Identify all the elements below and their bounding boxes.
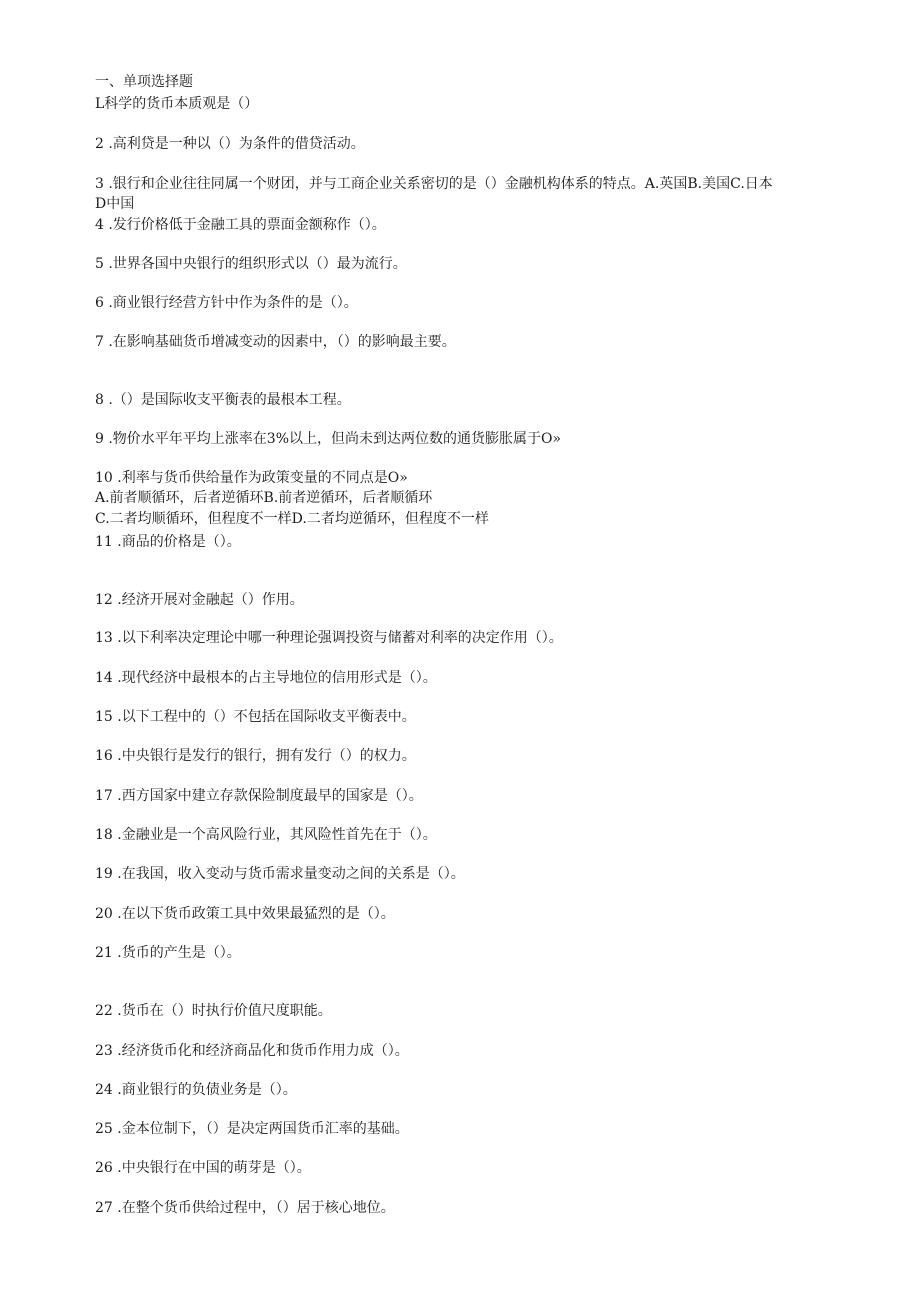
question-19: 19 .在我国，收入变动与货币需求量变动之间的关系是（）。 <box>95 866 465 882</box>
question-26: 26 .中央银行在中国的萌芽是（）。 <box>95 1160 311 1176</box>
question-4: 4 .发行价格低于金融工具的票面金额称作（）。 <box>95 217 386 233</box>
question-8: 8 .（）是国际收支平衡表的最根本工程。 <box>95 392 351 408</box>
question-18: 18 .金融业是一个高风险行业，其风险性首先在于（）。 <box>95 827 437 843</box>
question-2: 2 .高利贷是一种以（）为条件的借贷活动。 <box>95 136 365 152</box>
question-24: 24 .商业银行的负债业务是（）。 <box>95 1082 297 1098</box>
question-12: 12 .经济开展对金融起（）作用。 <box>95 592 304 608</box>
question-20: 20 .在以下货币政策工具中效果最猛烈的是（）。 <box>95 906 395 922</box>
question-17: 17 .西方国家中建立存款保险制度最早的国家是（）。 <box>95 788 423 804</box>
question-21: 21 .货币的产生是（）。 <box>95 945 241 961</box>
question-16: 16 .中央银行是发行的银行，拥有发行（）的权力。 <box>95 748 416 764</box>
question-10-option-ab: A.前者顺循环，后者逆循环B.前者逆循环，后者顺循环 <box>95 490 433 506</box>
question-22: 22 .货币在（）时执行价值尺度职能。 <box>95 1003 332 1019</box>
question-3: 3 .银行和企业往往同属一个财团，并与工商企业关系密切的是（）金融机构体系的特点。A.英国B.美国C.日本 <box>95 176 773 192</box>
question-5: 5 .世界各国中央银行的组织形式以（）最为流行。 <box>95 256 407 272</box>
question-6: 6 .商业银行经营方针中作为条件的是（）。 <box>95 295 358 311</box>
question-25: 25 .金本位制下，（）是决定两国货币汇率的基础。 <box>95 1121 409 1137</box>
question-7: 7 .在影响基础货币增减变动的因素中，（）的影响最主要。 <box>95 334 456 350</box>
section-title: 一、单项选择题 <box>95 74 193 90</box>
question-10: 10 .利率与货币供给量作为政策变量的不同点是O» <box>95 470 408 486</box>
question-14: 14 .现代经济中最根本的占主导地位的信用形式是（）。 <box>95 670 437 686</box>
question-11: 11 .商品的价格是（）。 <box>95 534 241 550</box>
question-27: 27 .在整个货币供给过程中，（）居于核心地位。 <box>95 1200 395 1216</box>
question-13: 13 .以下利率决定理论中哪一种理论强调投资与储蓄对利率的决定作用（）。 <box>95 630 563 646</box>
question-9: 9 .物价水平年平均上涨率在3%以上，但尚未到达两位数的通货膨胀属于O» <box>95 431 562 447</box>
question-1: L科学的货币本质观是（） <box>95 96 259 112</box>
question-3-continuation: D中国 <box>95 196 135 212</box>
question-23: 23 .经济货币化和经济商品化和货币作用力成（）。 <box>95 1043 409 1059</box>
question-10-option-cd: C.二者均顺循环，但程度不一样D.二者均逆循环，但程度不一样 <box>95 511 489 527</box>
question-15: 15 .以下工程中的（）不包括在国际收支平衡表中。 <box>95 709 416 725</box>
